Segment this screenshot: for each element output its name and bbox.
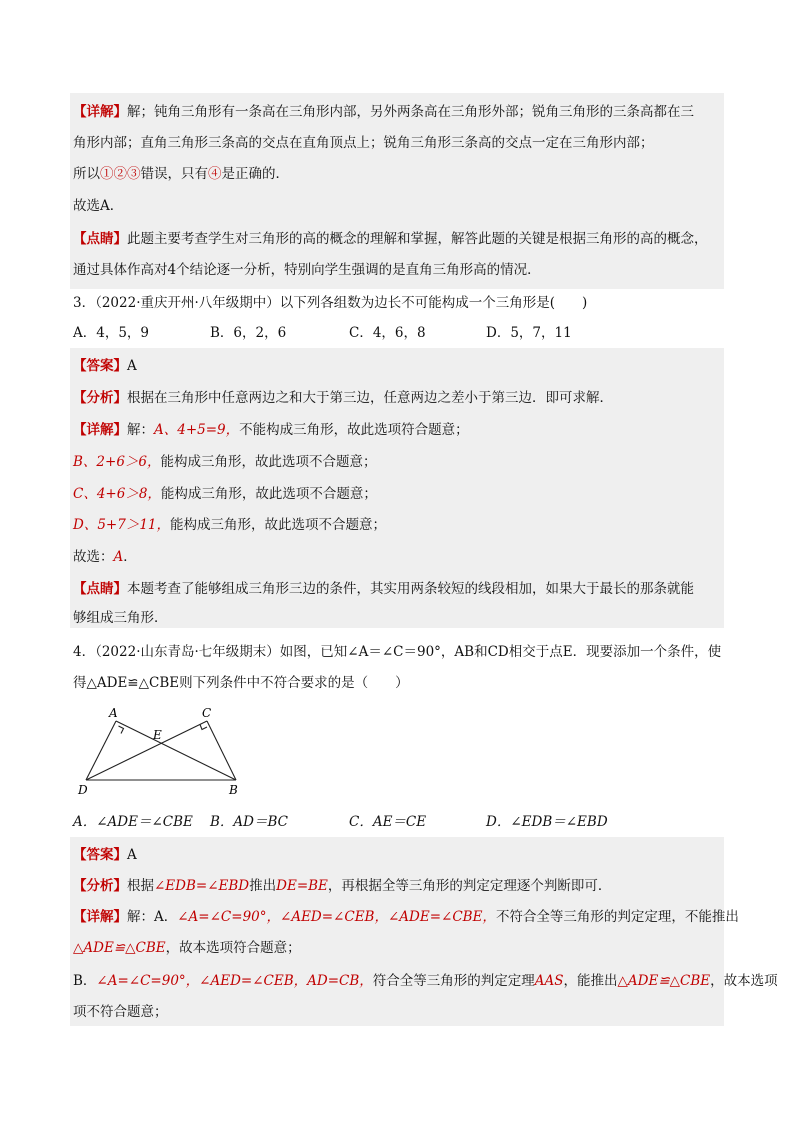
segment-da xyxy=(86,721,116,780)
q4-detail-line-4: 项不符合题意； xyxy=(73,1004,168,1020)
right-angle-mark-a xyxy=(119,726,124,734)
q3-detail-line-3: C、4+6＞8，能构成三角形，故此选项不合题意； xyxy=(73,486,377,502)
detail-line-2: 角形内部；直角三角形三条高的交点在直角顶点上；锐角三角形三条高的交点一定在三角形内部； xyxy=(73,135,654,151)
segment-cd xyxy=(86,721,207,780)
right-angle-mark-c xyxy=(200,725,207,730)
detail-line-1: 【详解】解；钝角三角形有一条高在三角形内部，另外两条高在三角形外部；锐角三角形的三条高都在三 xyxy=(73,104,694,120)
label-a: A xyxy=(109,706,118,720)
q4-option-d: D．∠EDB＝∠EBD xyxy=(486,814,608,830)
q4-analysis: 【分析】根据∠EDB=∠EBD推出DE=BE，再根据全等三角形的判定定理逐个判断即可． xyxy=(73,878,612,894)
q3-detail-line-1: 【详解】解：A、4+5=9，不能构成三角形，故此选项符合题意； xyxy=(73,422,469,438)
q4-answer: 【答案】A xyxy=(73,847,137,863)
q4-triangle-figure xyxy=(74,703,249,803)
q3-analysis: 【分析】根据在三角形中任意两边之和大于第三边，任意两边之差小于第三边．即可求解． xyxy=(73,390,613,406)
q3-option-c: C．4，6，8 xyxy=(349,325,426,341)
q4-solution-shade xyxy=(70,837,724,1026)
q3-comment-line-1: 【点睛】本题考查了能够组成三角形三边的条件，其实用两条较短的线段相加，如果大于最长的那条就能 xyxy=(73,581,694,597)
label-d: D xyxy=(78,783,88,797)
q4-option-b: B．AD＝BC xyxy=(210,814,288,830)
q3-comment-line-2: 够组成三角形． xyxy=(73,610,168,626)
label-c: C xyxy=(202,706,212,720)
q3-option-a: A．4，5，9 xyxy=(73,325,150,341)
detail-line-3: 所以①②③错误，只有④是正确的． xyxy=(73,166,289,182)
detail-line-4: 故选A． xyxy=(73,198,124,214)
q3-detail-line-4: D、5+7＞11，能构成三角形，故此选项不合题意； xyxy=(73,517,386,533)
q4-option-c: C．AE＝CE xyxy=(349,814,427,830)
q3-option-b: B．6，2，6 xyxy=(210,325,287,341)
q3-detail-line-2: B、2+6＞6，能构成三角形，故此选项不合题意； xyxy=(73,454,377,470)
q4-option-a: A．∠ADE＝∠CBE xyxy=(73,814,193,830)
q3-answer: 【答案】A xyxy=(73,358,137,374)
segment-bc xyxy=(207,721,236,780)
label-e: E xyxy=(153,728,162,742)
comment-line-2: 通过具体作高对4个结论逐一分析，特别向学生强调的是直角三角形高的情况． xyxy=(73,262,541,278)
q3-option-d: D．5，7，11 xyxy=(486,325,572,341)
q4-detail-line-1: 【详解】解：A．∠A=∠C=90°，∠AED=∠CEB，∠ADE=∠CBE，不符合全等三角形的判定定理，不能推出 xyxy=(73,909,739,925)
q3-stem: 3．（2022·重庆开州·八年级期中）以下列各组数为边长不可能构成一个三角形是( ) xyxy=(73,295,588,311)
q3-detail-line-5: 故选：A． xyxy=(73,549,137,565)
solution-block-shade xyxy=(70,93,724,289)
q4-detail-line-3: B．∠A=∠C=90°，∠AED=∠CEB，AD=CB，符合全等三角形的判定定理AAS，能推出△ADE≌△CBE，故本选项 xyxy=(73,973,778,989)
q4-detail-line-2: △ADE≌△CBE，故本选项符合题意； xyxy=(73,940,301,956)
q4-stem-line-2: 得△ADE≌△CBE则下列条件中不符合要求的是（ ） xyxy=(73,675,409,691)
label-b: B xyxy=(229,783,238,797)
segment-ab xyxy=(116,721,236,780)
comment-line-1: 【点睛】此题主要考查学生对三角形的高的概念的理解和掌握，解答此题的关键是根据三角形的高的概念， xyxy=(73,231,708,247)
q4-stem-line-1: 4．（2022·山东青岛·七年级期末）如图，已知∠A＝∠C＝90°，AB和CD相交于点E．现要添加一个条件，使 xyxy=(73,644,722,660)
